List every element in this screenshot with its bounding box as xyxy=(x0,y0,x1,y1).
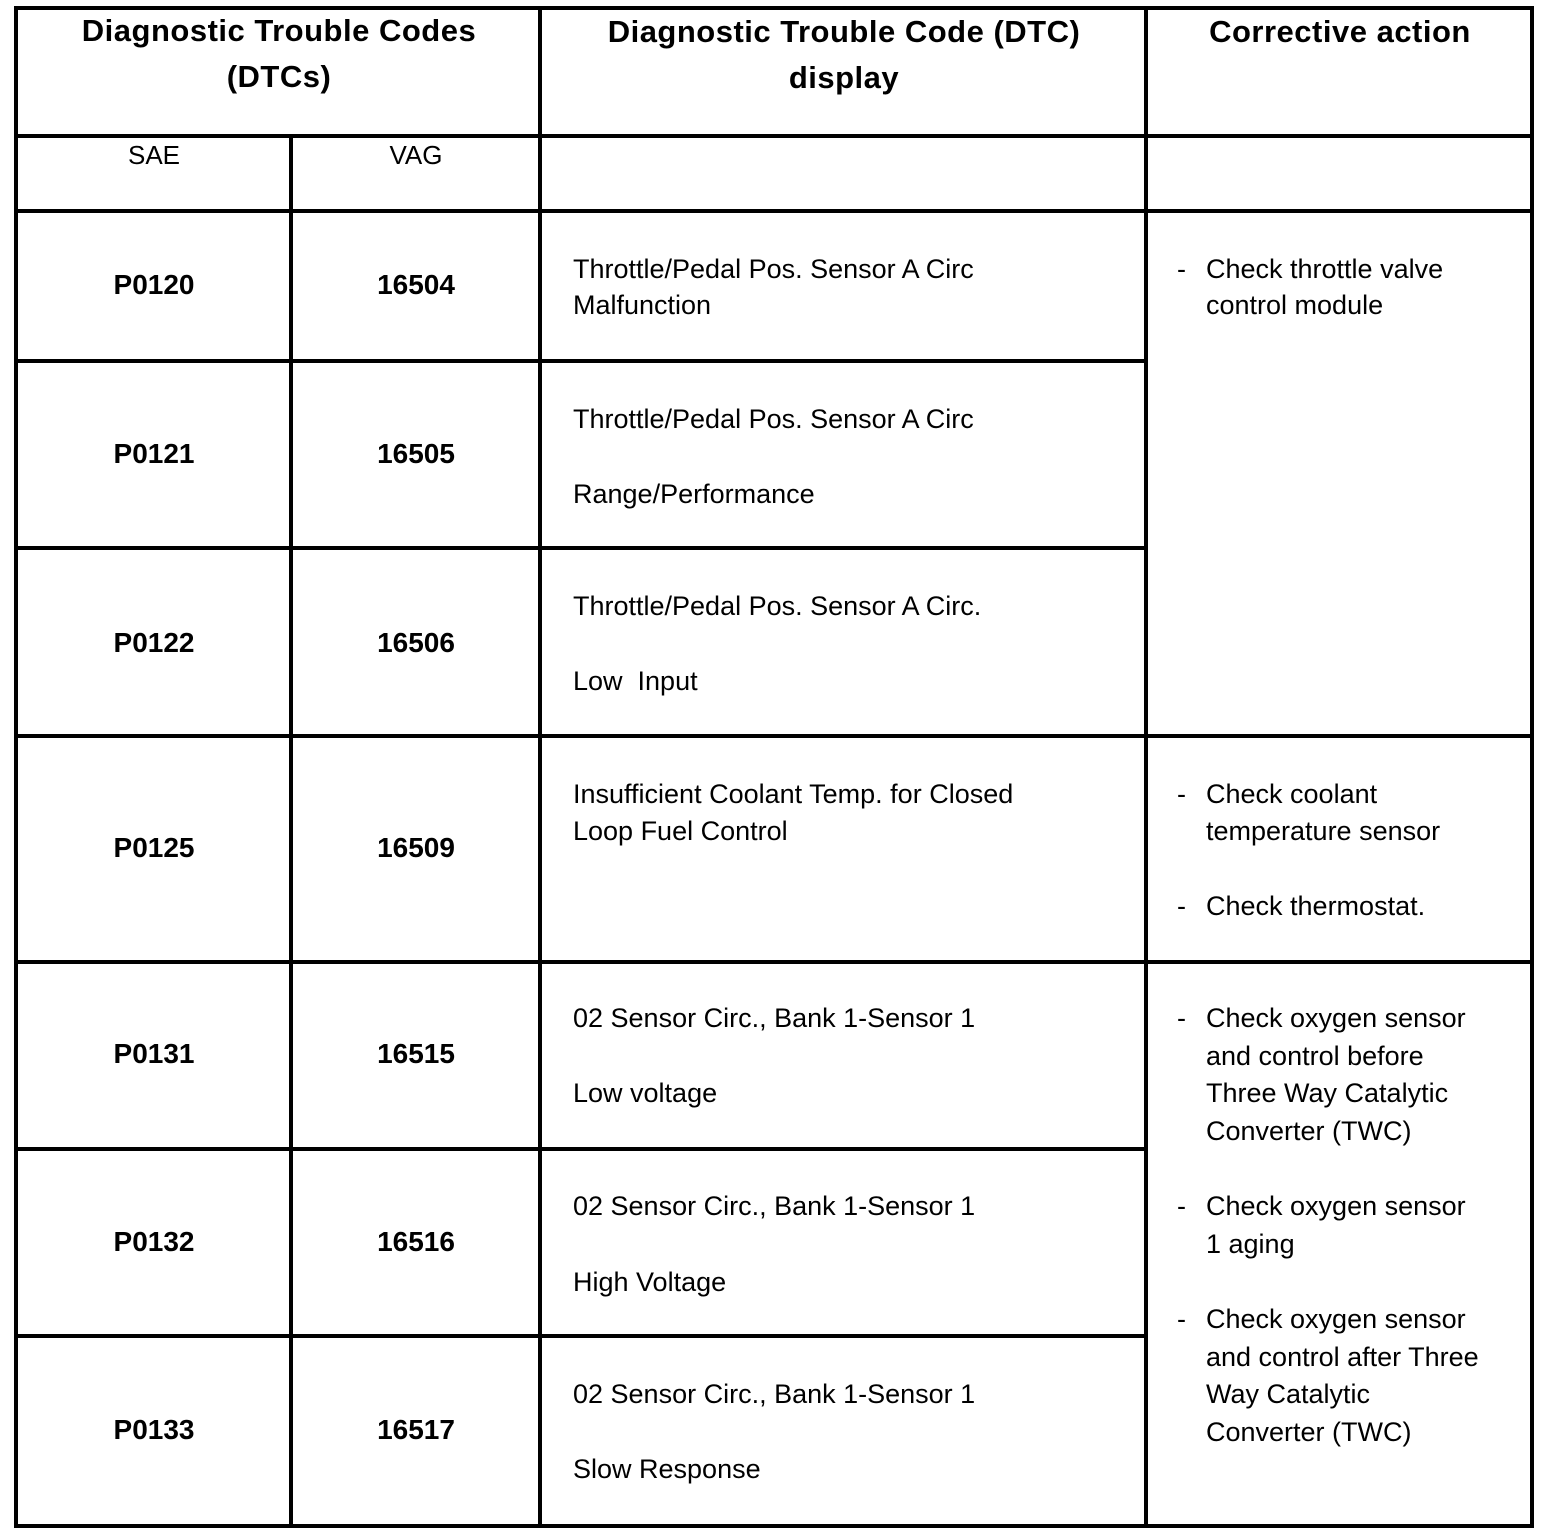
action-3c-line2: and control after Three xyxy=(1206,1342,1479,1372)
table-border-left xyxy=(14,6,18,1528)
action-bullet-2a: - xyxy=(1177,779,1186,809)
header-action-label: Corrective action xyxy=(1209,14,1471,49)
cell-desc-5-line2: Low voltage xyxy=(573,1078,718,1108)
action-3b-line2: 1 aging xyxy=(1206,1229,1295,1259)
cell-sae-7: P0133 xyxy=(113,1414,195,1445)
cell-desc-5-line1: 02 Sensor Circ., Bank 1-Sensor 1 xyxy=(573,1003,976,1033)
cell-vag-6: 16516 xyxy=(377,1226,455,1257)
cell-vag-2: 16505 xyxy=(377,438,455,469)
subheader-sae: SAE xyxy=(127,140,181,170)
action-bullet-1: - xyxy=(1177,254,1186,284)
table-border-right xyxy=(1530,6,1534,1528)
header-action xyxy=(1148,9,1532,55)
action-2a-line1: Check coolant xyxy=(1206,779,1378,809)
action-bullet-3b: - xyxy=(1177,1191,1186,1221)
cell-desc-4-line1: Insufficient Coolant Temp. for Closed xyxy=(573,779,1014,809)
action-3c-line4: Converter (TWC) xyxy=(1206,1417,1412,1447)
header-dtcs xyxy=(18,8,540,100)
row-rule-2 xyxy=(14,546,1146,550)
cell-desc-7-line2: Slow Response xyxy=(573,1454,761,1484)
cell-sae-1: P0120 xyxy=(113,269,195,300)
action-3c-line3: Way Catalytic xyxy=(1206,1379,1371,1409)
action-bullet-3a: - xyxy=(1177,1003,1186,1033)
cell-vag-7: 16517 xyxy=(377,1414,455,1445)
action-2b-line1: Check thermostat. xyxy=(1206,891,1426,921)
cell-desc-2-line1: Throttle/Pedal Pos. Sensor A Circ xyxy=(573,404,974,434)
action-3a-line1: Check oxygen sensor xyxy=(1206,1003,1466,1033)
cell-sae-3: P0122 xyxy=(113,627,195,658)
cell-desc-1-line2: Malfunction xyxy=(573,290,712,320)
cell-desc-6-line2: High Voltage xyxy=(573,1267,727,1297)
row-rule-1 xyxy=(14,359,1146,363)
cell-sae-6: P0132 xyxy=(113,1226,195,1257)
header-display-line1: Diagnostic Trouble Code (DTC) xyxy=(607,14,1081,49)
cell-vag-5: 16515 xyxy=(377,1038,455,1069)
cell-vag-4: 16509 xyxy=(377,832,455,863)
cell-desc-6-line1: 02 Sensor Circ., Bank 1-Sensor 1 xyxy=(573,1191,976,1221)
header-dtcs-line2: (DTCs) xyxy=(226,59,332,94)
cell-desc-3-line1: Throttle/Pedal Pos. Sensor A Circ. xyxy=(573,591,982,621)
cell-sae-4: P0125 xyxy=(113,832,195,863)
row-rule-4 xyxy=(14,960,1534,964)
action-2a-line2: temperature sensor xyxy=(1206,816,1441,846)
action-3a-line4: Converter (TWC) xyxy=(1206,1116,1412,1146)
cell-desc-4-line2: Loop Fuel Control xyxy=(573,816,788,846)
row-rule-3 xyxy=(14,734,1534,738)
subheader-vag: VAG xyxy=(389,140,443,170)
header-dtcs-line1: Diagnostic Trouble Codes xyxy=(81,13,477,48)
row-rule-6 xyxy=(14,1334,1146,1338)
cell-desc-3-line2: Low Input xyxy=(573,666,698,696)
header-display xyxy=(542,9,1146,101)
cell-desc-1-line1: Throttle/Pedal Pos. Sensor A Circ xyxy=(573,254,974,284)
header-rule xyxy=(14,134,1534,138)
action-bullet-3c: - xyxy=(1177,1304,1186,1334)
action-1-line1: Check throttle valve xyxy=(1206,254,1444,284)
table-divider-display-action xyxy=(1144,6,1148,1528)
table-divider-codes-display xyxy=(538,6,542,1528)
table-border-bottom xyxy=(14,1524,1534,1528)
action-3a-line3: Three Way Catalytic xyxy=(1206,1078,1449,1108)
action-3c-line1: Check oxygen sensor xyxy=(1206,1304,1466,1334)
action-1-line2: control module xyxy=(1206,290,1384,320)
cell-sae-2: P0121 xyxy=(113,438,195,469)
cell-vag-3: 16506 xyxy=(377,627,455,658)
action-3b-line1: Check oxygen sensor xyxy=(1206,1191,1466,1221)
cell-vag-1: 16504 xyxy=(377,269,455,300)
action-3a-line2: and control before xyxy=(1206,1041,1424,1071)
cell-sae-5: P0131 xyxy=(113,1038,195,1069)
row-rule-5 xyxy=(14,1147,1146,1151)
cell-desc-7-line1: 02 Sensor Circ., Bank 1-Sensor 1 xyxy=(573,1379,976,1409)
action-bullet-2b: - xyxy=(1177,891,1186,921)
header-display-line2: display xyxy=(788,60,900,95)
cell-desc-2-line2: Range/Performance xyxy=(573,479,815,509)
subheader-rule xyxy=(14,209,1534,213)
